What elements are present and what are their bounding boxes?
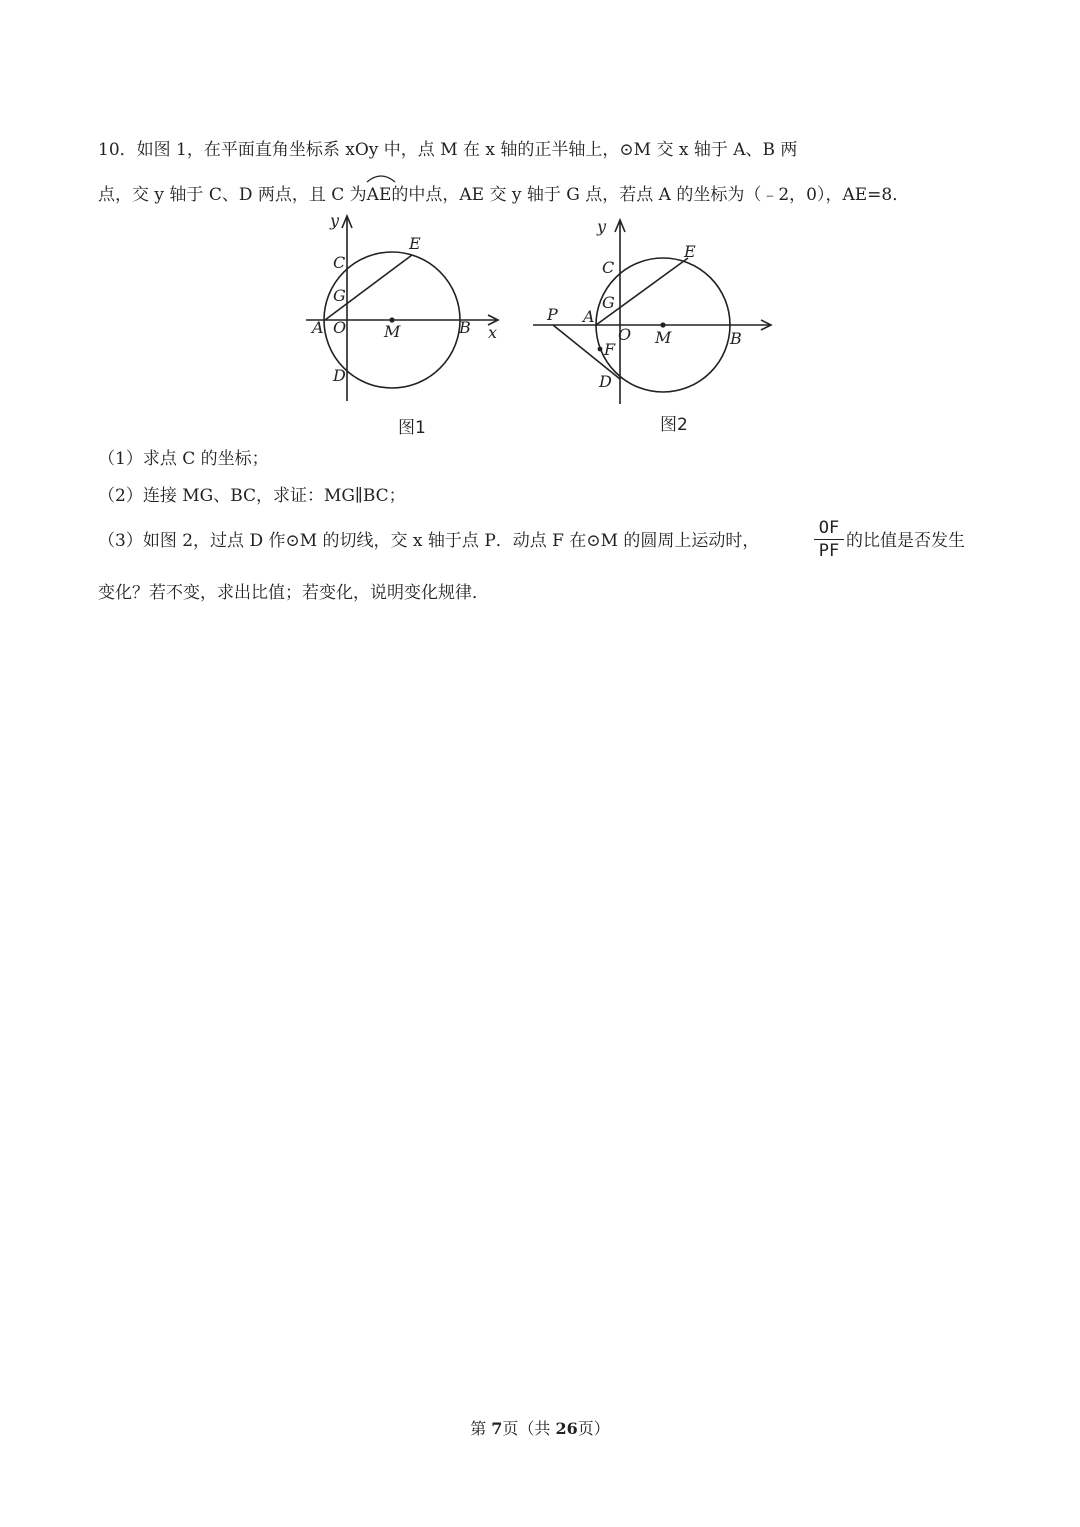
- q3-text-b: 的比值是否发生: [846, 531, 965, 551]
- figure-2-diagram: [525, 212, 780, 407]
- label-m: M: [655, 328, 672, 347]
- arc-ae-notation: [367, 181, 392, 207]
- footer-total-pages: 26: [555, 1419, 578, 1438]
- label-y: y: [330, 211, 340, 230]
- line2-text-b: 的中点，AE 交 y 轴于 G 点，若点 A 的坐标为（﹣2，0），AE=8．: [391, 185, 910, 205]
- label-g: G: [333, 286, 346, 305]
- fraction-of-over-pf: [814, 518, 844, 561]
- label-c: C: [333, 253, 346, 272]
- label-a: A: [312, 318, 324, 337]
- fraction-numerator: OF: [818, 518, 840, 538]
- question-3-line-1: [98, 529, 759, 553]
- line2-text-a: 点，交 y 轴于 C、D 两点，且 C 为: [98, 185, 367, 205]
- page-footer: [0, 1416, 1080, 1439]
- q3-text-a: （3）如图 2，过点 D 作⊙M 的切线，交 x 轴于点 P．动点 F 在⊙M 的圆周上运动时，: [98, 531, 760, 551]
- fraction-denominator: PF: [818, 541, 840, 561]
- label-f: F: [604, 340, 616, 359]
- question-3-line-2: 变化？若不变，求出比值；若变化，说明变化规律．: [98, 583, 489, 603]
- fraction-bar: [814, 539, 844, 540]
- label-m: M: [384, 322, 401, 341]
- label-y: y: [597, 217, 607, 236]
- figure-2-caption: 图2: [660, 415, 688, 435]
- label-b: B: [730, 329, 742, 348]
- footer-prefix: 第: [470, 1419, 492, 1438]
- problem-statement-line-2: [98, 181, 909, 207]
- label-x: x: [488, 323, 498, 342]
- label-a: A: [583, 307, 595, 326]
- label-d: D: [599, 372, 612, 391]
- point-f: [598, 347, 603, 352]
- label-d: D: [333, 366, 346, 385]
- label-e: E: [409, 234, 421, 253]
- label-p: P: [547, 305, 558, 324]
- arc-label: AE: [366, 185, 392, 205]
- footer-page-number: 7: [491, 1419, 503, 1438]
- problem-statement-line-1: 10．如图 1，在平面直角坐标系 xOy 中，点 M 在 x 轴的正半轴上，⊙M 交 x 轴于 A、B 两: [98, 140, 798, 160]
- label-c: C: [602, 258, 615, 277]
- question-2: （2）连接 MG、BC，求证：MG∥BC；: [98, 486, 406, 506]
- label-o: O: [333, 318, 347, 337]
- label-b: B: [459, 318, 471, 337]
- footer-middle: 页（共: [502, 1419, 556, 1438]
- figure-1-caption: 图1: [398, 418, 426, 438]
- arc-symbol-icon: [366, 173, 396, 183]
- label-e: E: [684, 242, 696, 261]
- question-1: （1）求点 C 的坐标；: [98, 449, 269, 469]
- center-point-m: [660, 322, 665, 327]
- footer-suffix: 页）: [577, 1419, 610, 1438]
- label-o: O: [618, 325, 632, 344]
- label-g: G: [602, 293, 615, 312]
- figure-1-diagram: [298, 206, 510, 406]
